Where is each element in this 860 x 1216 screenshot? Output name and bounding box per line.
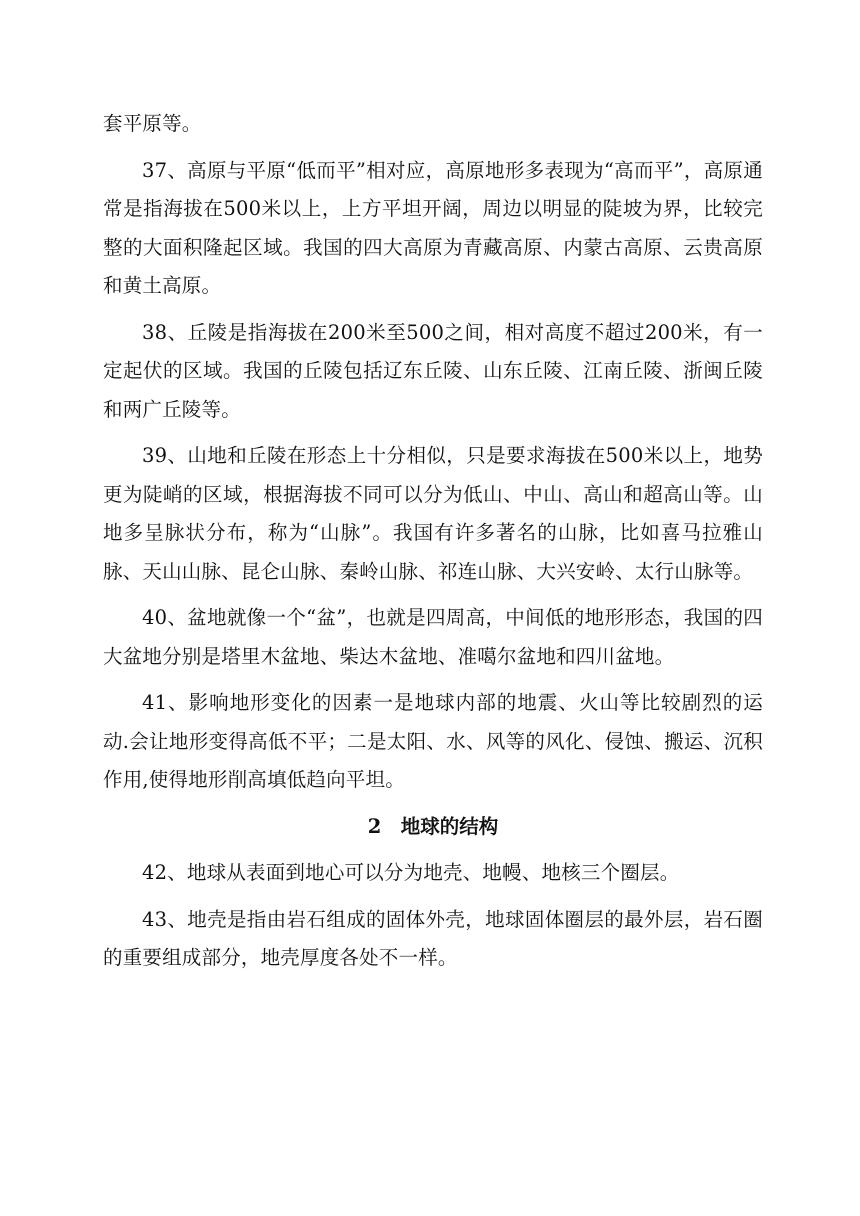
paragraph-41-terrain-change: 41、影响地形变化的因素一是地球内部的地震、火山等比较剧烈的运动.会让地形变得高低不平；二是太阳、水、风等的风化、侵蚀、搬运、沉积作用,使得地形削高填低趋向平坦。 [103,691,763,791]
section-heading-earth-structure: 2 地球的结构 [367,814,499,838]
paragraph-42-earth-layers: 42、地球从表面到地心可以分为地壳、地幔、地核三个圈层。 [142,861,680,884]
paragraph-43-crust: 43、地壳是指由岩石组成的固体外壳，地球固体圈层的最外层，岩石圈的重要组成部分，地壳厚度各处不一样。 [103,907,763,969]
paragraph-38-hills: 38、丘陵是指海拔在200米至500之间，相对高度不超过200米，有一定起伏的区域。我国的丘陵包括辽东丘陵、山东丘陵、江南丘陵、浙闽丘陵和两广丘陵等。 [103,320,763,421]
paragraph-39-mountains: 39、山地和丘陵在形态上十分相似，只是要求海拔在500米以上，地势更为陡峭的区域，根据海拔不同可以分为低山、中山、高山和超高山等。山地多呈脉状分布，称为“山脉”。我国有许多著名的山脉，比如喜马拉雅山脉、天山山脉、昆仑山脉、秦岭山脉、祁连山脉、大兴安岭、太行山脉等。 [103,444,763,583]
document-body [103,105,763,986]
paragraph-37-plateau: 37、高原与平原“低而平”相对应，高原地形多表现为“高而平”，高原通常是指海拔在500米以上，上方平坦开阔，周边以明显的陡坡为界，比较完整的大面积隆起区域。我国的四大高原为青藏高原、内蒙古高原、云贵高原和黄土高原。 [103,158,763,297]
paragraph-continuation: 套平原等。 [103,112,202,135]
paragraph-40-basins: 40、盆地就像一个“盆”，也就是四周高，中间低的地形形态，我国的四大盆地分别是塔里木盆地、柴达木盆地、准噶尔盆地和四川盆地。 [103,606,763,668]
